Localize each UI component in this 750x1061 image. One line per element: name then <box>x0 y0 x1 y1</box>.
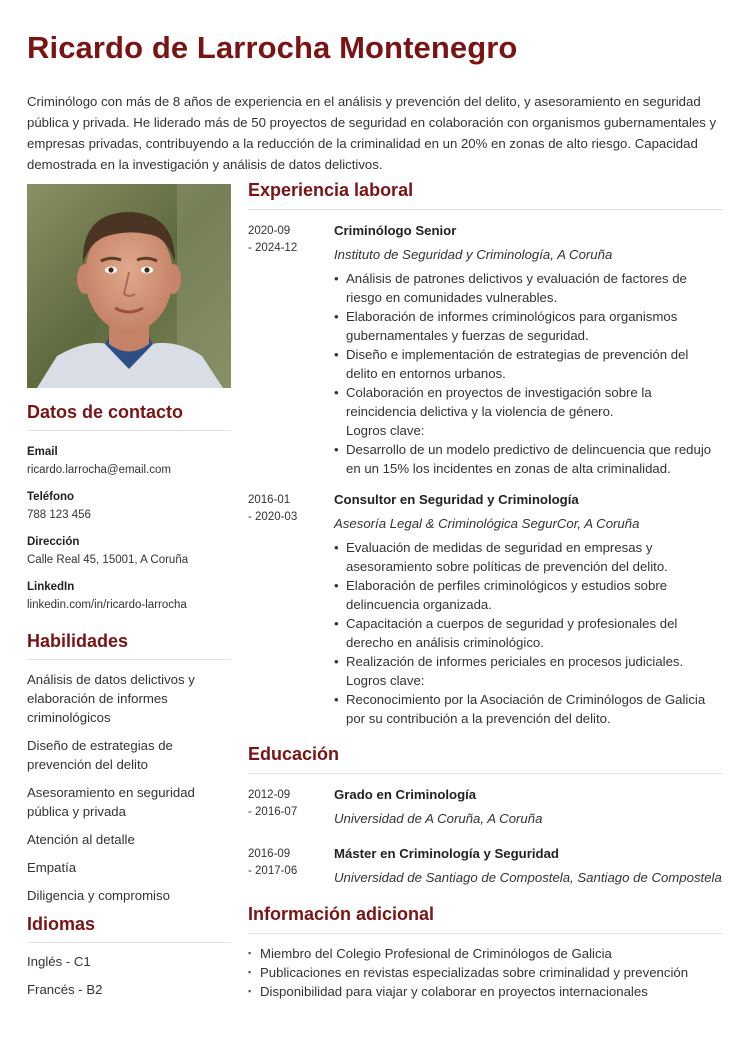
responsibilities-list <box>334 538 723 728</box>
phone-value: 788 123 456 <box>27 509 91 521</box>
entry-body <box>334 221 723 478</box>
contact-section-title: Datos de contacto <box>27 402 231 431</box>
entry-body <box>334 844 723 887</box>
date-end: - 2017-06 <box>248 865 298 877</box>
profile-photo <box>27 184 231 388</box>
bullet-item: • Elaboración de informes criminológicos para organismos gubernamentales y fuerzas de seguridad. <box>334 307 723 345</box>
contact-label: Email <box>27 446 58 458</box>
email-value[interactable]: ricardo.larrocha@email.com <box>27 464 171 476</box>
contact-label: Dirección <box>27 536 80 548</box>
bullet-item: • Realización de informes periciales en procesos judiciales. <box>334 652 723 671</box>
bullet-item: • Evaluación de medidas de seguridad en empresas y asesoramiento sobre políticas de prevención del delito. <box>334 538 723 576</box>
entry-dates <box>248 844 334 887</box>
employer: Asesoría Legal & Criminológica SegurCor, A Coruña <box>334 516 640 531</box>
job-title: Consultor en Seguridad y Criminología <box>334 492 579 507</box>
achievements-label: Logros clave: <box>346 423 425 438</box>
additional-info-list <box>248 944 723 1001</box>
date-end: - 2024-12 <box>248 242 298 254</box>
left-column <box>27 402 231 1008</box>
job-title: Criminólogo Senior <box>334 223 457 238</box>
skills-section-title: Habilidades <box>27 631 231 660</box>
additional-info-item: ▪ Miembro del Colegio Profesional de Criminólogos de Galicia <box>248 944 723 963</box>
experience-entry <box>248 221 723 478</box>
experience-entry <box>248 490 723 728</box>
additional-info-item: ▪ Publicaciones en revistas especializadas sobre criminalidad y prevención <box>248 963 723 982</box>
entry-dates <box>248 785 334 828</box>
skill-item: Diligencia y compromiso <box>27 888 170 903</box>
entry-body <box>334 785 723 828</box>
portrait-image <box>27 184 231 388</box>
institution: Universidad de A Coruña, A Coruña <box>334 811 543 826</box>
employer: Instituto de Seguridad y Criminología, A Coruña <box>334 247 613 262</box>
bullet-item: • Análisis de patrones delictivos y evaluación de factores de riesgo en comunidades vulnerables. <box>334 269 723 307</box>
skill-item: Empatía <box>27 860 77 875</box>
achievement-item: • Reconocimiento por la Asociación de Criminólogos de Galicia por su contribución a la prevención del delito. <box>334 690 723 728</box>
responsibilities-list <box>334 269 723 478</box>
degree-title: Grado en Criminología <box>334 787 477 802</box>
date-end: - 2020-03 <box>248 511 298 523</box>
profile-summary: Criminólogo con más de 8 años de experiencia en el análisis y prevención del delito, y asesoramiento en seguridad pública y privada. He liderado más de 50 proyectos de seguridad en colaboración con organismos gubernamentales y empresas privadas, contribuyendo a la reducción de la criminalidad en un 20% en zonas de alto riesgo. Capacidad demostrada en la investigación y análisis de datos delictivos. <box>27 94 717 172</box>
contact-address <box>27 535 231 568</box>
contact-label: Teléfono <box>27 491 75 503</box>
bullet-item: • Colaboración en proyectos de investigación sobre la reincidencia delictiva y la violencia de género. <box>334 383 723 421</box>
skill-item: Atención al detalle <box>27 832 135 847</box>
skill-item: Asesoramiento en seguridad pública y privada <box>27 785 195 819</box>
bullet-item: • Capacitación a cuerpos de seguridad y profesionales del derecho en análisis criminológico. <box>334 614 723 652</box>
language-item: Francés - B2 <box>27 982 103 997</box>
entry-body <box>334 490 723 728</box>
entry-dates <box>248 221 334 478</box>
date-end: - 2016-07 <box>248 806 298 818</box>
date-start: 2012-09 <box>248 789 291 801</box>
skill-item: Análisis de datos delictivos y elaboración de informes criminológicos <box>27 672 195 725</box>
contact-phone <box>27 490 231 523</box>
additional-info-section-title: Información adicional <box>248 904 723 934</box>
language-item: Inglés - C1 <box>27 954 91 969</box>
date-start: 2020-09 <box>248 225 291 237</box>
languages-list <box>27 952 231 999</box>
date-start: 2016-01 <box>248 494 291 506</box>
address-value: Calle Real 45, 15001, A Coruña <box>27 554 189 566</box>
bullet-item: • Elaboración de perfiles criminológicos y estudios sobre delincuencia organizada. <box>334 576 723 614</box>
degree-title: Máster en Criminología y Seguridad <box>334 846 559 861</box>
date-start: 2016-09 <box>248 848 291 860</box>
entry-dates <box>248 490 334 728</box>
experience-section-title: Experiencia laboral <box>248 180 723 210</box>
additional-info-item: ▪ Disponibilidad para viajar y colaborar en proyectos internacionales <box>248 982 723 1001</box>
contact-email <box>27 445 231 478</box>
education-entry <box>248 785 723 828</box>
contact-linkedin <box>27 580 231 613</box>
candidate-name: Ricardo de Larrocha Montenegro <box>27 30 518 65</box>
right-column <box>248 180 723 1001</box>
achievement-item: • Desarrollo de un modelo predictivo de delincuencia que redujo en un 15% los incidentes en zonas de alta criminalidad. <box>334 440 723 478</box>
linkedin-value[interactable]: linkedin.com/in/ricardo-larrocha <box>27 599 187 611</box>
achievements-label: Logros clave: <box>346 673 425 688</box>
languages-section-title: Idiomas <box>27 914 231 943</box>
institution: Universidad de Santiago de Compostela, Santiago de Compostela <box>334 870 722 885</box>
education-entry <box>248 844 723 887</box>
contact-label: LinkedIn <box>27 581 75 593</box>
bullet-item: • Diseño e implementación de estrategias de prevención del delito en entornos urbanos. <box>334 345 723 383</box>
skills-list <box>27 670 231 905</box>
contact-list <box>27 445 231 613</box>
education-section-title: Educación <box>248 744 723 774</box>
skill-item: Diseño de estrategias de prevención del delito <box>27 738 173 772</box>
